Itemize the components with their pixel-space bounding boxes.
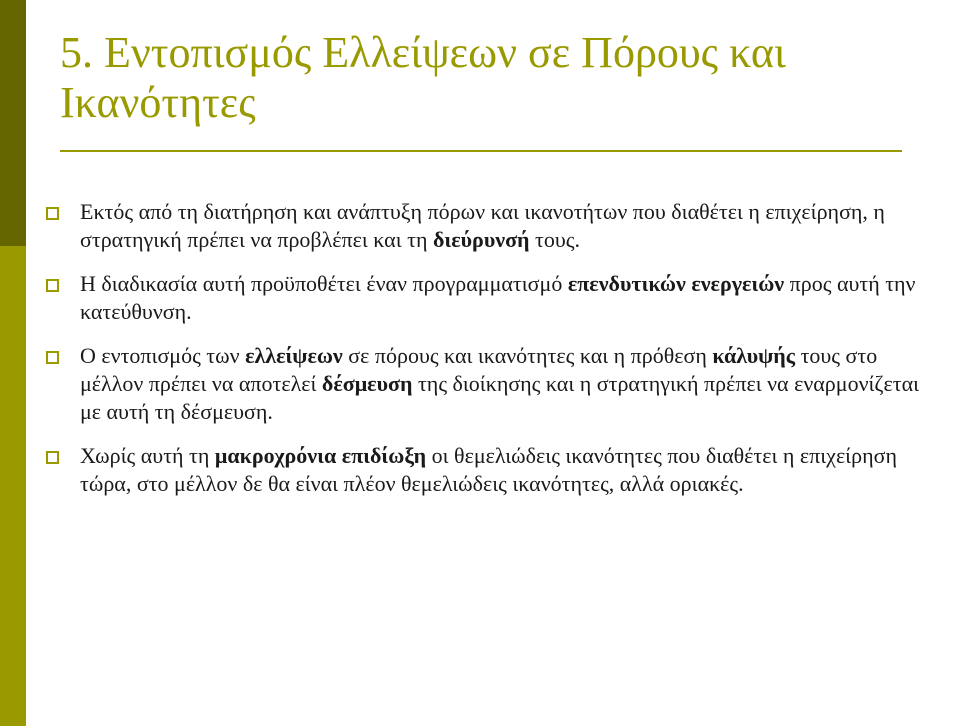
bullet-text-bold: κάλυψής — [712, 343, 796, 368]
title-underline — [60, 150, 902, 152]
bullet-item — [44, 270, 924, 326]
bullet-text-part: Η διαδικασία αυτή προϋποθέτει έναν προγραμματισμό — [80, 271, 568, 296]
square-bullet-icon — [46, 351, 59, 364]
bullet-text-part: Εκτός από τη διατήρηση και ανάπτυξη πόρων και ικανοτήτων που διαθέτει η επιχείρηση, η στρατηγική πρέπει να προβλέπει και τη — [80, 199, 885, 252]
side-bar-top — [0, 0, 26, 246]
bullet-text — [80, 199, 885, 252]
bullet-text-part: σε πόρους και ικανότητες και η πρόθεση — [342, 343, 713, 368]
bullet-item — [44, 342, 924, 426]
bullet-text — [80, 343, 919, 424]
bullet-text-part: τους. — [529, 227, 580, 252]
square-bullet-icon — [46, 207, 59, 220]
bullet-text-bold: ελλείψεων — [245, 343, 343, 368]
bullet-text-part: προς αυτή την κατεύθυνση. — [80, 271, 916, 324]
bullet-text — [80, 443, 897, 496]
bullet-text-bold: δέσμευση — [321, 371, 413, 396]
bullet-text-part: Ο εντοπισμός των — [80, 343, 246, 368]
bullet-text-bold: επενδυτικών ενεργειών — [567, 271, 785, 296]
bullet-text-part: τους στο μέλλον πρέπει να αποτελεί — [80, 343, 878, 396]
slide-title: 5. Εντοπισμός Ελλείψεων σε Πόρους και Ικανότητες — [60, 28, 786, 127]
square-bullet-icon — [46, 279, 59, 292]
bullet-item — [44, 198, 924, 254]
bullet-text-part: οι θεμελιώδεις ικανότητες που διαθέτει η επιχείρηση τώρα, στο μέλλον δε θα είναι πλέον θεμελιώδεις ικανότητες, αλλά οριακές. — [80, 443, 897, 496]
bullet-text — [80, 271, 916, 324]
bullet-text-bold: διεύρυνσή — [432, 227, 530, 252]
bullet-text-bold: μακροχρόνια επιδίωξη — [214, 443, 427, 468]
bullet-item — [44, 442, 924, 498]
side-bar-bottom — [0, 246, 26, 726]
square-bullet-icon — [46, 451, 59, 464]
bullet-list — [44, 198, 924, 514]
bullet-text-part: της διοίκησης και η στρατηγική πρέπει να εναρμονίζεται με αυτή τη δέσμευση. — [80, 371, 920, 424]
bullet-text-part: Χωρίς αυτή τη — [80, 443, 215, 468]
